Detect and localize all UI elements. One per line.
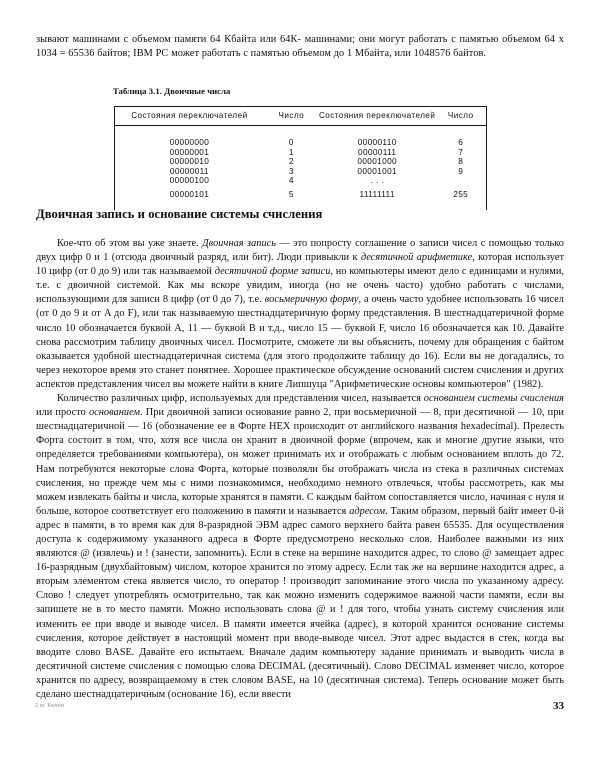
cell-num	[435, 176, 486, 186]
column-header-number-1: Число	[264, 107, 319, 126]
cell-bits: 00000001	[169, 146, 210, 157]
cell-bits: 00000100	[169, 175, 210, 186]
cell-num: 0	[288, 137, 294, 147]
cell-bits: 00001001	[357, 165, 397, 176]
cell-bits: 00000010	[169, 156, 210, 167]
section-heading: Двоичная запись и основание системы счисления	[36, 207, 323, 221]
cell-num: 255	[453, 189, 469, 200]
binary-numbers-table	[114, 106, 487, 210]
cell-num: 8	[458, 156, 464, 167]
signature-mark: 2 м. Келли	[35, 703, 65, 709]
cell-num: 5	[288, 189, 294, 200]
cell-num: 4	[288, 175, 294, 186]
paragraph-binary-notation: Кое-что об этом вы уже знаете. Двоичная запись — это попросту соглашение о записи чисел с помощью только двух цифр 0 и 1 (отсюда двоичный разряд, или бит). Люди привыкли к десятичной арифметике, которая использует 10 цифр (от 0 до 9) или так называемой десятичной форме записи, но компьютеры имеют дело с единицами и нулями, т.е. с двоичной системой. Как мы вскоре увидим, иногда (но не очень часто) удобно работать с числами, использующими для записи 8 цифр (от 0 до 7), т.е. восьмеричную форму, а очень часто удобнее использовать 16 чисел (от 0 до 9 и от A до F), или так называемую шестнадцатеричную форму представления. В шестнадцатеричной форме число 10 обозначается буквой A, 11 — буквой B и т.д., число 15 — буквой F, число 16 обозначается как 10. Давайте снова рассмотрим таблицу двоичных чисел. Посмотрите, сможете ли вы объяснить, почему для обращения с байтом оказывается удобной шестнадцатеричная система (для этого продолжите таблицу до 16). Если вы не догадались, то через некоторое время это станет понятнее. Хорошее практическое обсуждение оснований систем счисления и других аспектов представления чисел вы можете найти в книге Липшуца "Арифметические основы компьютеров" (1982).	[36, 238, 564, 390]
cell-num: 3	[288, 165, 294, 176]
top-running-text: зывают машинами с объемом памяти 64 Кбайта или 64К- машинами; они могут работать с памятью объемом 64 х 1034 = 65536 байтов; IBM PC может работать с памятью объемом до 1 Мбайта, или 1048576 байтов.	[36, 34, 564, 60]
cell-bits: 00000011	[169, 165, 209, 176]
cell-num: 1	[288, 146, 294, 157]
table-row	[115, 176, 486, 186]
table-header-row	[115, 107, 486, 126]
body-text	[36, 237, 564, 702]
cell-num: 7	[458, 146, 464, 157]
cell-ellipsis: . . .	[370, 175, 384, 186]
cell-num: 9	[458, 165, 464, 176]
cell-bits: 00000110	[357, 137, 397, 147]
paragraph-number-base: Количество различных цифр, используемых для представления чисел, называется основанием системы счисления или просто основанием. При двоичной записи основание равно 2, при восьмеричной — 8, при десятичной — 10, при шестнадцатеричной — 16 (обозначение ее в Форте HEX происходит от английского названия hexadecimal). Прелесть Форта состоит в том, что, хотя все числа он хранит в двоичной форме (впрочем, как и многие другие языки, что определяется требованиями компьютера), он может принимать их и отображать с любым основанием вплоть до 72. Нам потребуются некоторые слова Форта, которые позволяли бы отображать числа из стека в различных системах счисления, но прежде чем мы с ними познакомимся, необходимо немного отвлечься, чтобы рассмотреть, как мы можем извлекать байты и числа, которые хранятся в памяти. С каждым байтом сопоставляется число, начиная с нуля и больше, которое соответствует его положению в памяти и называется адресом. Таким образом, первый байт имеет 0-й адрес в памяти, в то время как для 8-разрядной ЭВМ адрес самого верхнего байта равен 65535. Для осуществления доступа к содержимому указанного адреса в Форте предусмотрено несколько слов. Наиболее важными из них являются @ (извлечь) и ! (занести, запомнить). Если в стеке на вершине находится адрес, то слово @ замещает адрес 16-разрядным (двухбайтовым) числом, которое хранится по этому адресу. Если так же на вершине находится адрес, а вторым элементом стека является число, то оператор ! производит запоминание этого числа по указанному адресу. Слово ! следует употреблять осмотрительно, так как можно изменить содержимое важной части памяти, если вы запишете не в то место памяти. Можно использовать слова @ и ! для того, чтобы узнать систему счисления или изменить ее при вводе и выводе чисел. В памяти имеется ячейка (адрес), в которой хранится основание системы счисления, которое действует в настоящий момент при вводе-выводе чисел. Этот адрес выдастся в стек, когда вы вводите слово BASE. Давайте его испытаем. Вначале дадим компьютеру задание принимать и выводить числа в десятичной системе счисления с помощью слова DECIMAL (десятичный). Слово DECIMAL изменяет число, которое хранится по адресу, возвращаемому в стек словом BASE, на 10 (десятичная система). Теперь основание может быть сделано шестнадцатеричным (основание 16), если ввести	[36, 393, 564, 700]
table-caption: Таблица 3.1. Двоичные числа	[113, 86, 231, 96]
column-header-number-2: Число	[435, 107, 486, 126]
cell-num: 2	[288, 156, 294, 167]
cell-bits: 00000101	[169, 189, 210, 200]
table-body	[115, 126, 486, 210]
column-header-switch-states-1: Состояния переключателей	[115, 107, 264, 126]
cell-bits: 00001000	[357, 156, 397, 167]
cell-num: 6	[458, 137, 464, 147]
table-row	[115, 186, 486, 200]
cell-bits: 00000111	[358, 146, 397, 157]
column-header-switch-states-2: Состояния переключателей	[319, 107, 435, 126]
page-number: 33	[553, 700, 564, 712]
cell-bits: 11111111	[359, 189, 395, 200]
cell-bits: 00000000	[169, 137, 210, 147]
